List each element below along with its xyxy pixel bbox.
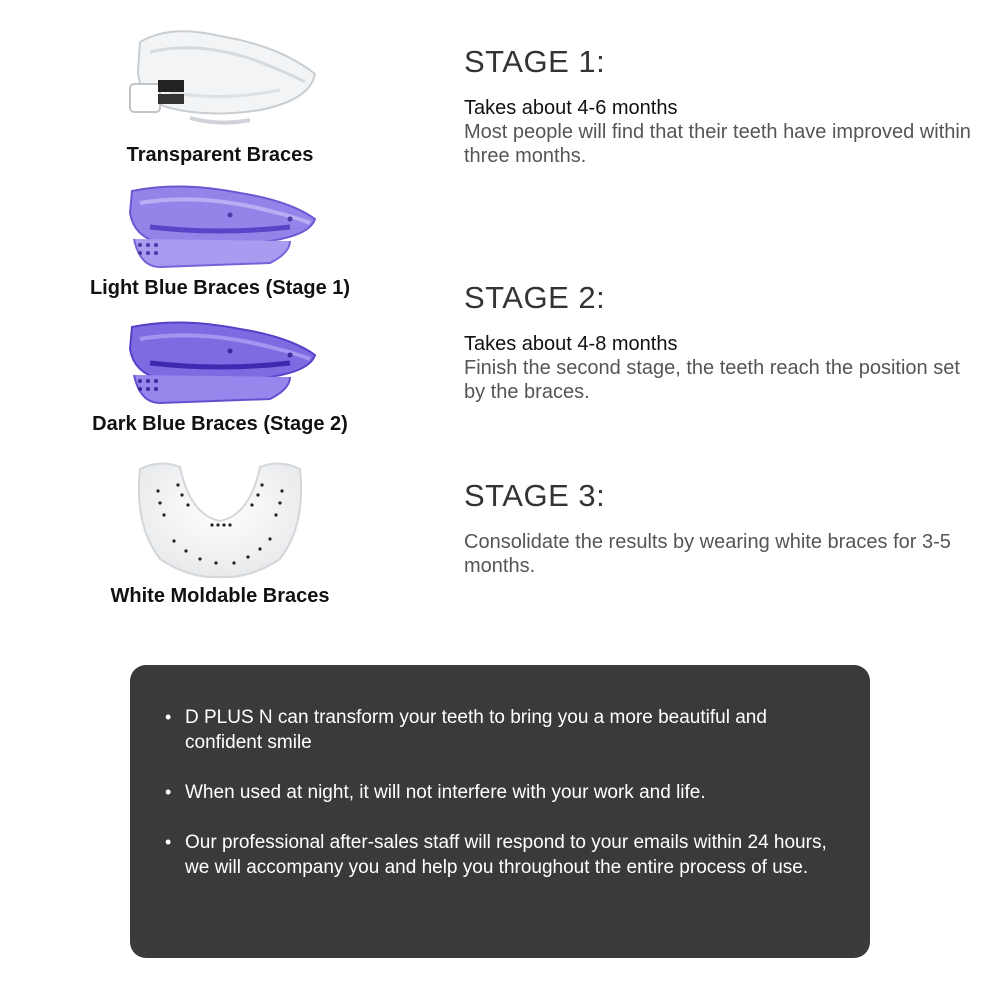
transparent-braces-image [110,22,330,140]
stage-2 [464,280,974,404]
feature-text: D PLUS N can transform your teeth to bring you a more beautiful and confident smile [185,707,767,753]
stage-title: STAGE 2: [464,280,606,315]
features-panel [130,665,870,958]
feature-text: When used at night, it will not interfere with your work and life. [185,782,706,803]
stage-description: Consolidate the results by wearing white braces for 3-5 months. [464,531,951,577]
stage-3 [464,478,974,578]
stage-title: STAGE 1: [464,44,606,79]
product-label: Light Blue Braces (Stage 1) [89,277,351,299]
stage-description: Most people will find that their teeth have improved within three months. [464,121,971,167]
stage-duration: Takes about 4-8 months [464,333,678,355]
product-light-blue-braces [60,183,380,300]
stage-description: Finish the second stage, the teeth reach the position set by the braces. [464,357,960,403]
stage-1 [464,44,974,168]
product-label: Transparent Braces [126,144,314,166]
product-dark-blue-braces [60,319,380,436]
feature-text: Our professional after-sales staff will respond to your emails within 24 hours, we will accompany you and help you throughout the entire process of use. [185,832,827,878]
light-blue-braces-image [120,183,320,273]
dark-blue-braces-image [120,319,320,409]
product-label: Dark Blue Braces (Stage 2) [92,413,348,435]
feature-item [130,705,870,755]
bullet-icon: • [165,782,172,802]
product-white-moldable-braces [60,455,380,608]
features-list [130,705,870,905]
feature-item [130,780,870,805]
product-label: White Moldable Braces [110,585,330,607]
bullet-icon: • [165,832,172,852]
white-braces-image [130,455,310,581]
product-transparent-braces [60,22,380,167]
stage-title: STAGE 3: [464,478,606,513]
stage-duration: Takes about 4-6 months [464,97,678,119]
feature-item [130,830,870,880]
bullet-icon: • [165,707,172,727]
